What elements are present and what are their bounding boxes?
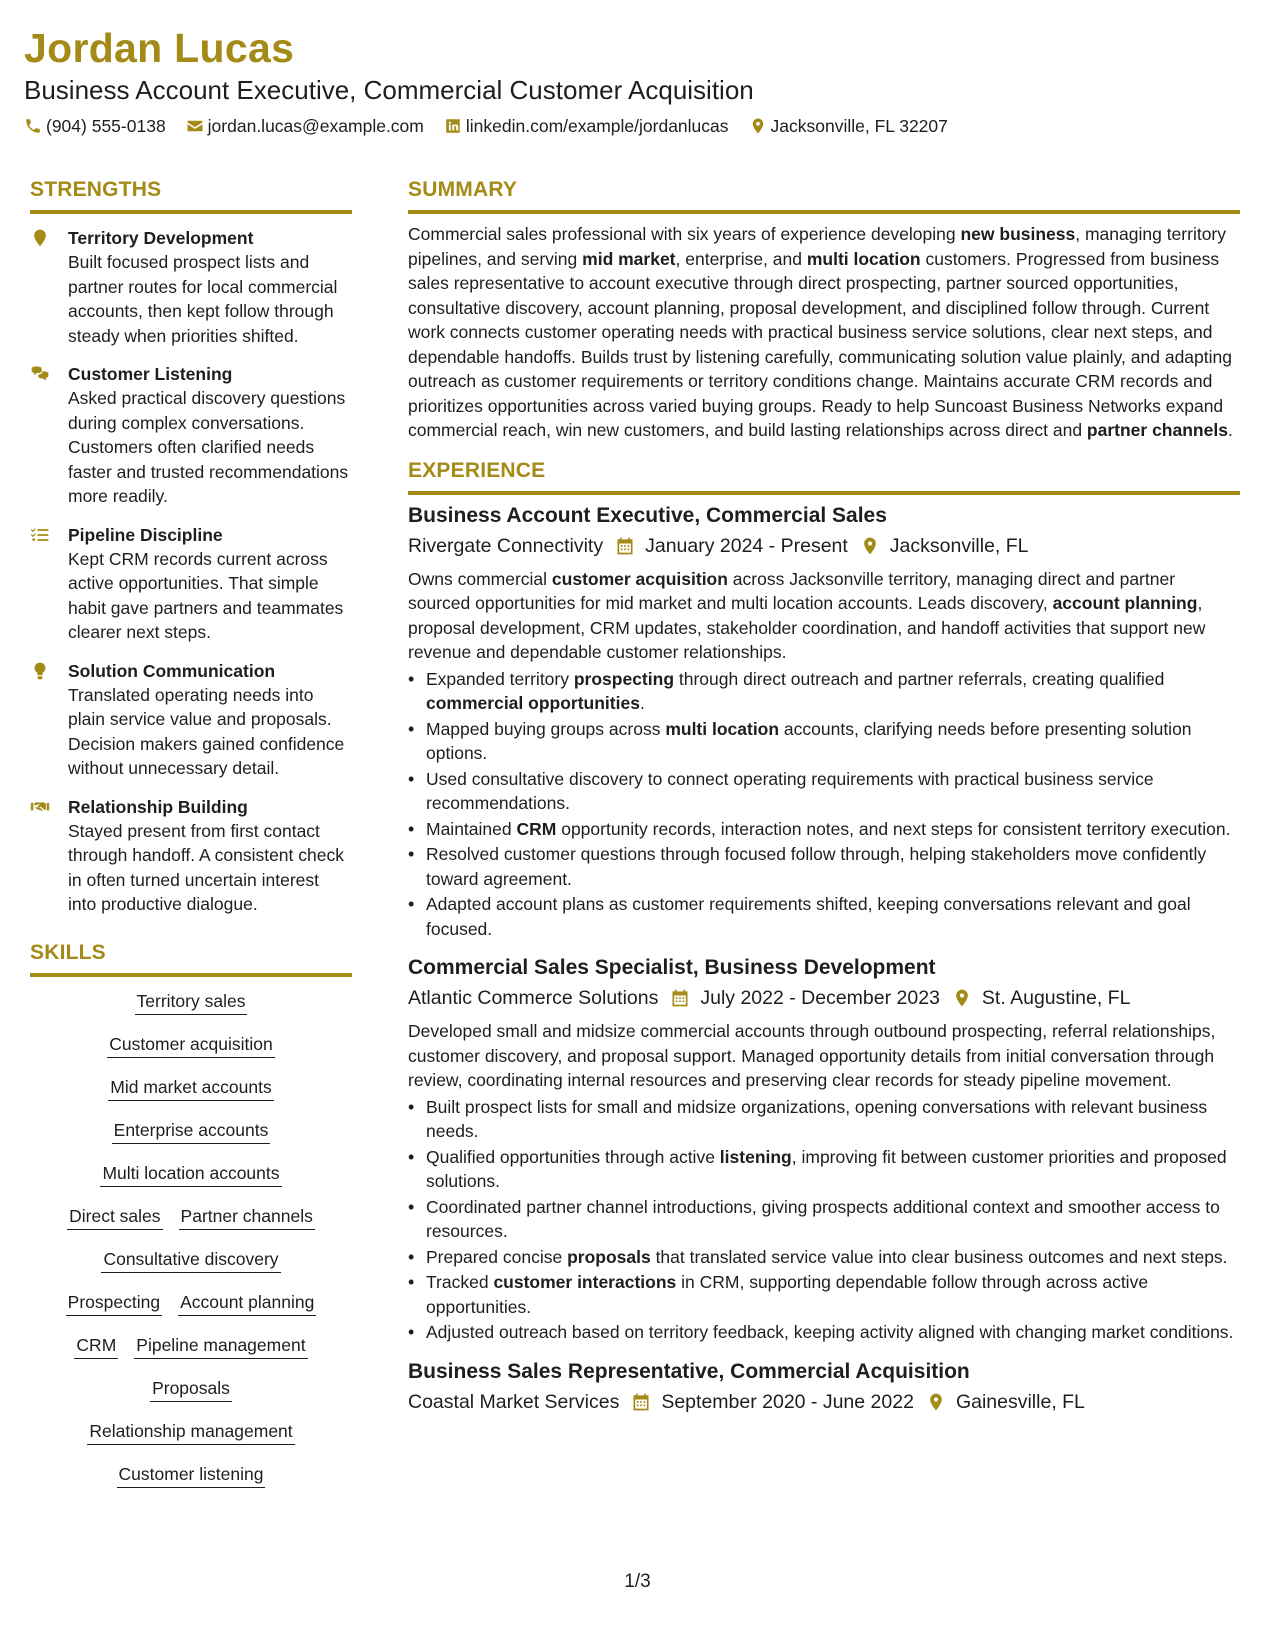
skill-row xyxy=(99,1032,282,1058)
page-number: 1/3 xyxy=(624,1571,651,1592)
linkedin-icon xyxy=(444,117,462,135)
bold-text: customer interactions xyxy=(493,1272,677,1292)
skill-tag: Proposals xyxy=(150,1376,232,1402)
candidate-title: Business Account Executive, Commercial Customer Acquisition xyxy=(24,75,754,105)
contact-bar xyxy=(24,114,1224,138)
right-column xyxy=(408,176,1240,1417)
text-run: Expanded territory xyxy=(426,668,574,689)
text-run: Owns commercial xyxy=(408,568,552,589)
contact-linkedin[interactable] xyxy=(444,114,729,138)
map-pin-icon xyxy=(926,1392,946,1412)
skills-heading: SKILLS xyxy=(30,939,352,977)
job-bullets xyxy=(408,1095,1240,1345)
job-bullets xyxy=(408,667,1240,942)
text-run: Prepared concise xyxy=(426,1246,568,1267)
dates-text: July 2022 - December 2023 xyxy=(700,987,940,1009)
phone-icon xyxy=(24,117,42,135)
text-run: Adapted account plans as customer requirements shifted, keeping conversations relevant and goal focused. xyxy=(426,894,1191,939)
text-run: Maintained xyxy=(426,818,517,839)
bullet-item xyxy=(408,1195,1240,1244)
text-run: that translated service value into clear business outcomes and next steps. xyxy=(650,1246,1228,1267)
bullet-item xyxy=(408,717,1240,766)
strength-title: Territory Development xyxy=(68,228,254,248)
company-name: Rivergate Connectivity xyxy=(408,534,604,557)
text-run: Mapped buying groups across xyxy=(426,718,666,739)
skill-row xyxy=(127,989,256,1015)
contact-phone[interactable] xyxy=(24,114,166,138)
bold-text: new business xyxy=(960,224,1076,244)
job-entry xyxy=(408,953,1240,1345)
bullet-item xyxy=(408,892,1240,941)
text-run: across Jacksonville territory, managing direct and partner sourced opportunities for mid market and multi location accounts. Leads discovery, xyxy=(408,568,1176,613)
calendar-icon xyxy=(615,536,635,556)
skill-tag: Consultative discovery xyxy=(101,1247,280,1273)
dates-text: January 2024 - Present xyxy=(645,534,848,557)
location-text: St. Augustine, FL xyxy=(981,987,1131,1009)
skill-tag: Direct sales xyxy=(67,1204,162,1230)
skill-row xyxy=(59,1204,323,1230)
text-run: Commercial sales professional with six years of experience developing xyxy=(408,224,961,244)
skill-tag: Customer listening xyxy=(117,1462,266,1488)
summary-text xyxy=(408,222,1240,443)
lightbulb-icon xyxy=(30,661,50,681)
skill-row xyxy=(66,1333,315,1359)
job-meta xyxy=(408,983,1240,1013)
skill-tag: Mid market accounts xyxy=(108,1075,273,1101)
job-entry xyxy=(408,501,1240,942)
job-meta xyxy=(408,1387,1240,1417)
handshake-icon xyxy=(30,797,50,817)
bold-text: multi location xyxy=(806,248,921,269)
bullet-item xyxy=(408,767,1240,816)
job-description xyxy=(408,567,1240,665)
location-text: Jacksonville, FL 32207 xyxy=(770,116,948,136)
text-run: . xyxy=(1227,420,1233,440)
skill-row xyxy=(100,1075,281,1101)
text-run: , proposal development, CRM updates, stakeholder coordination, and handoff activities that support new revenue and dependable customer relationships. xyxy=(408,593,1206,662)
bullet-item xyxy=(408,1245,1240,1270)
job-dates xyxy=(631,1387,914,1417)
text-run: Coordinated partner channel introductions, giving prospects additional context and smoother access to resources. xyxy=(426,1196,1220,1241)
text-run: Adjusted outreach based on territory feedback, keeping activity aligned with changing market conditions. xyxy=(426,1322,1234,1342)
text-run: customers. Progressed from business sales representative to account executive through direct prospecting, partner sourced opportunities, consultative discovery, account planning, proposal development, and disciplined follow through. Current work connects customer operating needs with practical business service solutions, clear next steps, and dependable handoffs. Builds trust by listening carefully, communicating solution value plainly, and adapting outreach as customer requirements or territory conditions change. Maintains accurate CRM records and prioritizes opportunities across varied buying groups. Ready to help Suncoast Business Networks expand commercial reach, win new customers, and build lasting relationships across direct and xyxy=(408,248,1232,440)
email-text: jordan.lucas@example.com xyxy=(207,116,424,136)
text-run: , enterprise, and xyxy=(675,248,807,269)
job-company xyxy=(408,983,658,1013)
text-run: Tracked xyxy=(426,1272,494,1292)
bullet-item xyxy=(408,1145,1240,1194)
bullet-item xyxy=(408,1270,1240,1319)
text-run: through direct outreach and partner referrals, creating qualified xyxy=(674,668,1165,689)
text-run: Qualified opportunities through active xyxy=(426,1146,720,1167)
chat-icon xyxy=(30,364,50,384)
skill-tag: Pipeline management xyxy=(134,1333,307,1359)
company-name: Atlantic Commerce Solutions xyxy=(408,987,659,1009)
skill-row xyxy=(58,1290,325,1316)
strength-item xyxy=(30,659,352,781)
skill-tag: Enterprise accounts xyxy=(112,1118,271,1144)
contact-email[interactable] xyxy=(186,114,424,138)
strengths-list xyxy=(30,226,352,917)
text-run: Developed small and midsize commercial accounts through outbound prospecting, referral relationships, customer discovery, and proposal support. Managed opportunity details from initial conversation through review, coordinating internal resources and preserving clear records for steady pipeline movement. xyxy=(408,1021,1216,1090)
job-description xyxy=(408,1019,1240,1093)
dates-text: September 2020 - June 2022 xyxy=(661,1390,914,1413)
strength-text: Translated operating needs into plain service value and proposals. Decision makers gained confidence without unnecessary detail. xyxy=(68,684,345,778)
bold-text: commercial opportunities xyxy=(426,693,640,713)
strengths-heading: STRENGTHS xyxy=(30,176,352,214)
skill-tag: Relationship management xyxy=(87,1419,294,1445)
strength-text: Stayed present from first contact through handoff. A consistent check in often turned uncertain interest into productive dialogue. xyxy=(68,820,344,914)
strength-title: Solution Communication xyxy=(68,660,276,681)
experience-list xyxy=(408,501,1240,1417)
strength-item xyxy=(30,523,352,645)
bullet-item xyxy=(408,842,1240,891)
text-run: in CRM, supporting dependable follow through across active opportunities. xyxy=(426,1272,1149,1317)
bold-text: account planning xyxy=(1052,593,1198,613)
text-run: Used consultative discovery to connect operating requirements with practical business service recommendations. xyxy=(426,768,1154,813)
bullet-item xyxy=(408,817,1240,842)
strength-title: Relationship Building xyxy=(68,796,248,817)
checklist-icon xyxy=(30,525,50,545)
text-run: accounts, clarifying needs before presenting solution options. xyxy=(426,718,1192,763)
job-company xyxy=(408,1387,619,1417)
skill-row xyxy=(109,1462,274,1488)
bullet-item xyxy=(408,1095,1240,1144)
skill-tag: Prospecting xyxy=(66,1290,162,1316)
job-location xyxy=(926,1387,1085,1417)
strength-title: Customer Listening xyxy=(68,364,233,384)
text-run: , improving fit between customer priorities and proposed solutions. xyxy=(426,1146,1227,1191)
job-company xyxy=(408,531,603,561)
skill-row xyxy=(79,1419,302,1445)
resume-header xyxy=(24,22,1224,138)
job-location xyxy=(860,531,1029,561)
summary-heading: SUMMARY xyxy=(408,176,1240,214)
strength-text: Kept CRM records current across active opportunities. That simple habit gave partners and teammates clearer next steps. xyxy=(68,548,344,642)
job-location xyxy=(952,983,1131,1013)
skill-tag: Territory sales xyxy=(135,989,248,1015)
candidate-name: Jordan Lucas xyxy=(24,25,295,71)
text-run: . xyxy=(639,693,645,713)
map-pin-icon xyxy=(952,988,972,1008)
text-run: Resolved customer questions through focused follow through, helping stakeholders move confidently toward agreement. xyxy=(426,844,1207,889)
location-text: Gainesville, FL xyxy=(955,1390,1085,1413)
bold-text: multi location xyxy=(665,718,780,739)
company-name: Coastal Market Services xyxy=(408,1390,620,1413)
strength-item xyxy=(30,226,352,348)
strength-title: Pipeline Discipline xyxy=(68,524,223,545)
skill-row xyxy=(93,1247,288,1273)
skill-row xyxy=(142,1376,240,1402)
strength-text: Asked practical discovery questions during complex conversations. Customers often clarified needs faster and trusted recommendations more readily. xyxy=(68,388,349,506)
linkedin-text: linkedin.com/example/jordanlucas xyxy=(465,116,729,136)
text-run: , managing territory pipelines, and serving xyxy=(408,224,1227,269)
skill-row xyxy=(92,1161,289,1187)
skill-tag: Multi location accounts xyxy=(100,1161,281,1187)
calendar-icon xyxy=(631,1392,651,1412)
bold-text: customer acquisition xyxy=(551,568,728,589)
text-run: opportunity records, interaction notes, and next steps for consistent territory execution. xyxy=(556,818,1231,839)
text-run: Built prospect lists for small and midsize organizations, opening conversations with relevant business needs. xyxy=(426,1096,1208,1141)
strength-item xyxy=(30,795,352,917)
envelope-icon xyxy=(186,117,204,135)
left-column xyxy=(30,176,352,1505)
bold-text: CRM xyxy=(516,818,557,839)
bold-text: prospecting xyxy=(573,668,675,689)
job-dates xyxy=(670,983,940,1013)
skill-tag: Partner channels xyxy=(179,1204,315,1230)
phone-text: (904) 555-0138 xyxy=(46,116,166,136)
map-pin-icon xyxy=(860,536,880,556)
skill-tag: Customer acquisition xyxy=(107,1032,274,1058)
contact-location xyxy=(749,114,948,138)
job-title: Commercial Sales Specialist, Business Development xyxy=(408,956,936,979)
location-text: Jacksonville, FL xyxy=(889,534,1029,557)
bold-text: listening xyxy=(719,1146,792,1167)
skill-tag: Account planning xyxy=(178,1290,316,1316)
bullet-item xyxy=(408,667,1240,716)
bold-text: partner channels xyxy=(1086,420,1228,440)
strength-text: Built focused prospect lists and partner routes for local commercial accounts, then kept follow through steady when priorities shifted. xyxy=(68,252,338,346)
job-meta xyxy=(408,531,1240,561)
bold-text: mid market xyxy=(582,248,676,269)
calendar-icon xyxy=(670,988,690,1008)
job-title: Business Sales Representative, Commercial Acquisition xyxy=(408,1359,970,1383)
strength-item xyxy=(30,362,352,509)
skill-tag: CRM xyxy=(74,1333,118,1359)
experience-heading: EXPERIENCE xyxy=(408,457,1240,495)
job-entry xyxy=(408,1357,1240,1417)
bullet-item xyxy=(408,1320,1240,1345)
skill-row xyxy=(104,1118,279,1144)
map-pin-icon xyxy=(749,117,767,135)
job-dates xyxy=(615,531,848,561)
pin-icon xyxy=(30,228,50,248)
skills-list xyxy=(30,989,352,1505)
job-title: Business Account Executive, Commercial Sales xyxy=(408,503,887,527)
bold-text: proposals xyxy=(567,1246,651,1267)
